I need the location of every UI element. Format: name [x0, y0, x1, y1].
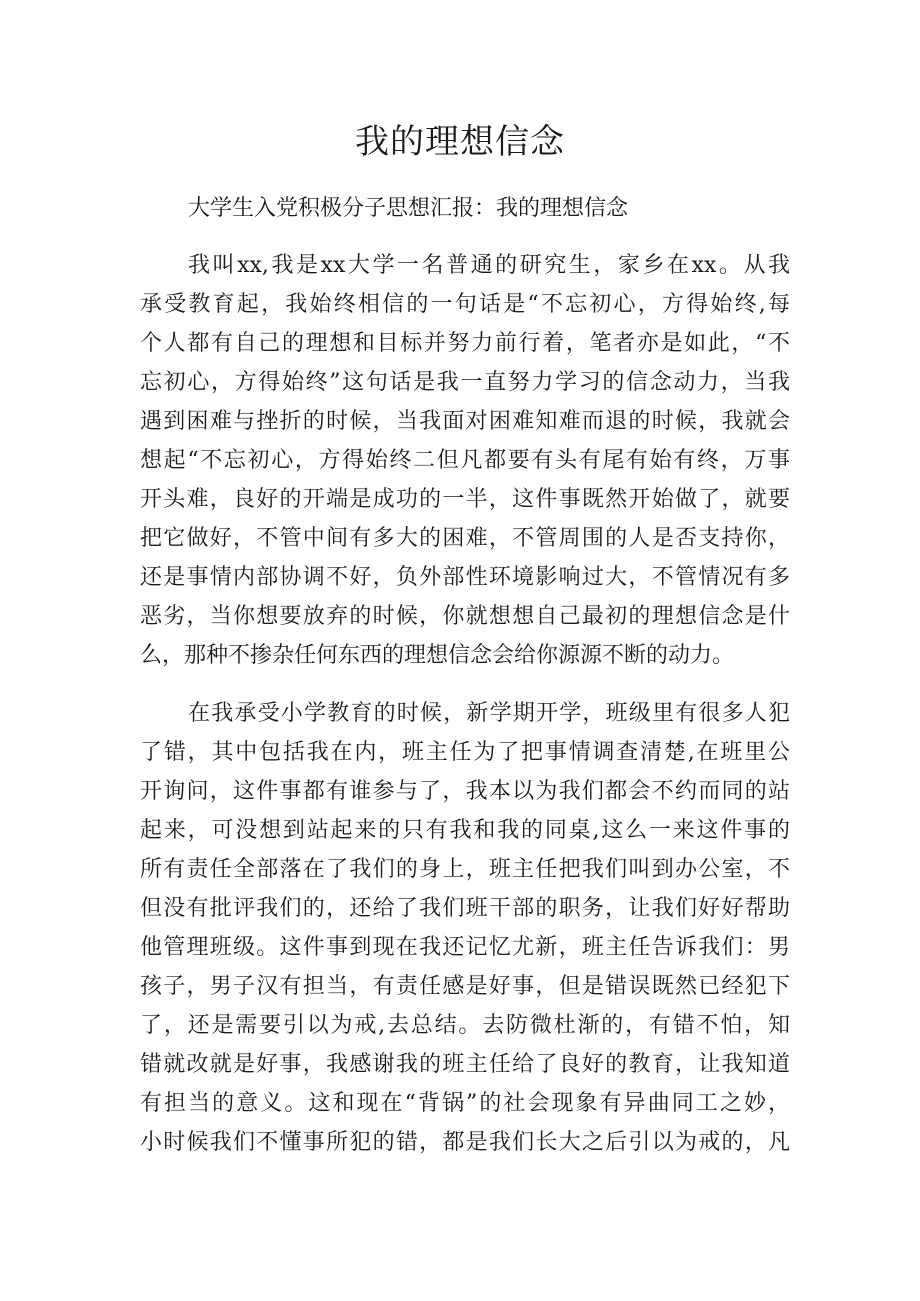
paragraph-line: 有担当的意义。这和现在“背锅”的社会现象有异曲同工之妙，	[140, 1091, 790, 1116]
paragraph-line: 了，还是需要引以为戒,去总结。去防微杜渐的，有错不怕，知	[140, 1013, 790, 1038]
paragraph-line: 错就改就是好事，我感谢我的班主任给了良好的教育，让我知道	[140, 1052, 790, 1077]
paragraph-line: 了错，其中包括我在内，班主任为了把事情调查清楚,在班里公	[140, 740, 790, 765]
paragraph-line: 孩子，男子汉有担当，有责任感是好事，但是错误既然已经犯下	[140, 974, 790, 999]
paragraph-line: 小时候我们不懂事所犯的错，都是我们长大之后引以为戒的，凡	[140, 1130, 790, 1155]
paragraph-line: 开询问，这件事都有谁参与了，我本以为我们都会不约而同的站	[140, 779, 790, 804]
paragraph-line: 想起“不忘初心，方得始终二但凡都要有头有尾有始有终，万事	[140, 448, 790, 473]
paragraph-line: 他管理班级。这件事到现在我还记忆尤新，班主任告诉我们：男	[140, 935, 790, 960]
paragraph-line: 把它做好，不管中间有多大的困难，不管周围的人是否支持你，	[140, 526, 790, 551]
paragraph-line: 开头难，良好的开端是成功的一半，这件事既然开始做了，就要	[140, 487, 790, 512]
paragraph-line: 遇到困难与挫折的时候，当我面对困难知难而退的时候，我就会	[140, 409, 790, 434]
paragraph-line: 忘初心，方得始终”这句话是我一直努力学习的信念动力，当我	[140, 370, 790, 395]
paragraph-line: 么，那种不掺杂任何东西的理想信念会给你源源不断的动力。	[140, 643, 735, 668]
paragraph-2	[140, 694, 790, 1162]
paragraph-line: 但没有批评我们的，还给了我们班干部的职务，让我们好好帮助	[140, 896, 790, 921]
paragraph-line: 承受教育起，我始终相信的一句话是“不忘初心，方得始终,每	[140, 292, 790, 317]
document-title: 我的理想信念	[355, 122, 565, 162]
paragraph-line: 我叫xx,我是xx大学一名普通的研究生，家乡在xx。从我	[188, 253, 790, 278]
paragraph-line: 恶劣，当你想要放弃的时候，你就想想自己最初的理想信念是什	[140, 604, 790, 629]
document-subtitle: 大学生入党积极分子思想汇报：我的理想信念	[188, 196, 629, 221]
paragraph-line: 个人都有自己的理想和目标并努力前行着，笔者亦是如此，“不	[140, 331, 790, 356]
paragraph-1	[140, 246, 790, 675]
paragraph-line: 所有责任全部落在了我们的身上，班主任把我们叫到办公室，不	[140, 857, 790, 882]
paragraph-line: 起来，可没想到站起来的只有我和我的同桌,这么一来这件事的	[140, 818, 790, 843]
paragraph-line: 还是事情内部协调不好，负外部性环境影响过大，不管情况有多	[140, 565, 790, 590]
paragraph-line: 在我承受小学教育的时候，新学期开学，班级里有很多人犯	[188, 701, 790, 726]
